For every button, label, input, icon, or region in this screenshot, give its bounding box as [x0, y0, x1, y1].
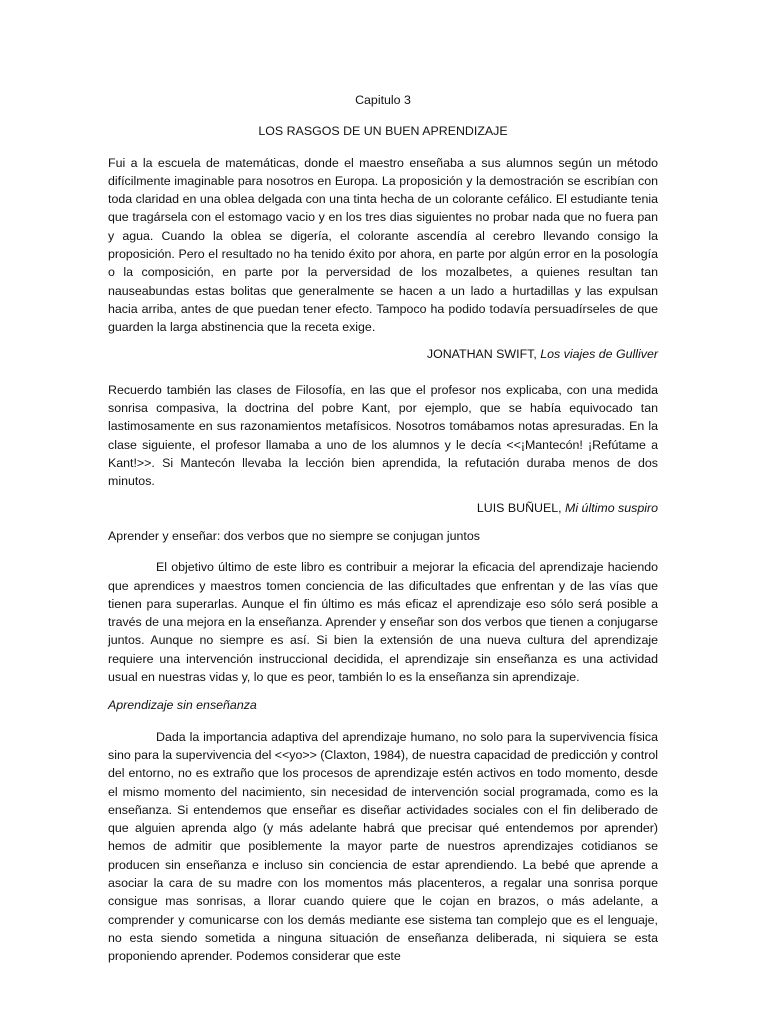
section-aprendizaje-sin-ensenanza-body: Dada la importancia adaptiva del aprendizaje humano, no solo para la supervivencia física sino para la supervivencia del <<yo>> (Claxton, 1984), de nuestra capacidad de predicción y control del entorno, no es extraño que los procesos de aprendizaje estén activos en todo momento, desde el mismo momento del nacimiento, sin necesidad de intervención social programada, como es la enseñanza. Si entendemos que enseñar es diseñar actividades sociales con el fin deliberado de que alguien aprenda algo (y más adelante habrá que precisar qué entendemos por aprender) hemos de admitir que posiblemente la mayor parte de nuestros aprendizajes cotidianos se producen sin enseñanza e incluso sin conciencia de estar aprendiendo. La bebé que aprende a asociar la cara de su madre con los momentos más placenteros, a regalar una sonrisa porque consigue mas sonrisas, a llorar cuando quiere que le cojan en brazos, o más adelante, a comprender y comunicarse con los demás mediante ese sistema tan complejo que es el lenguaje, no esta siendo sometida a ninguna situación de enseñanza deliberada, ni siquiera se esta proponiendo aprender. Podemos considerar que este	[108, 729, 658, 964]
document-page	[108, 88, 658, 965]
chapter-title: LOS RASGOS DE UN BUEN APRENDIZAJE	[258, 124, 508, 139]
epigraph-swift-work: Los viajes de Gulliver	[540, 346, 658, 361]
section-heading-aprender-ensenar: Aprender y enseñar: dos verbos que no siempre se conjugan juntos	[108, 528, 480, 543]
epigraph-swift-text: Fui a la escuela de matemáticas, donde el maestro enseñaba a sus alumnos según un método difícilmente imaginable para nosotros en Europa. La proposición y la demostración se escribían con toda claridad en una oblea delgada con una tinta hecha de un colorante cefálico. El estudiante tenia que tragársela con el estomago vacio y en los tres dias siguientes no probar nada que no fuera pan y agua. Cuando la oblea se digería, el colorante ascendía al cerebro llevando consigo la proposición. Pero el resultado no ha tenido éxito por ahora, en parte por algún error en la posología o la composición, en parte por la perversidad de los mozalbetes, a quienes resultan tan nauseabundas estas bolitas que generalmente se hacen a un lado a hurtadillas y las expulsan hacia arriba, antes de que puedan tener efecto. Tampoco ha podido todavía persuadírseles de que guarden la larga abstinencia que la receta exige.	[108, 155, 658, 335]
chapter-label: Capitulo 3	[355, 93, 411, 107]
epigraph-bunuel-text: Recuerdo también las clases de Filosofía, en las que el profesor nos explicaba, con una medida sonrisa compasiva, la doctrina del pobre Kant, por ejemplo, que se había equivocado tan lastimosamente en sus razonamientos metafísicos. Nosotros tomábamos notas apresuradas. En la clase siguiente, el profesor llamaba a uno de los alumnos y le decía <<¡Mantecón! ¡Refútame a Kant!>>. Si Mantecón llevaba la lección bien aprendida, la refutación duraba menos de dos minutos.	[108, 382, 658, 489]
epigraph-bunuel-attribution	[108, 499, 658, 517]
epigraph-bunuel-work: Mi último suspiro	[565, 500, 658, 515]
epigraph-swift-attribution	[108, 345, 658, 363]
section-heading-aprendizaje-sin-ensenanza: Aprendizaje sin enseñanza	[108, 698, 257, 713]
epigraph-swift-author: JONATHAN SWIFT,	[426, 346, 537, 361]
epigraph-bunuel-author: LUIS BUÑUEL,	[476, 500, 562, 515]
section-aprender-ensenar-body: El objetivo último de este libro es contribuir a mejorar la eficacia del aprendizaje haciendo que aprendices y maestros tomen conciencia de las dificultades que enfrentan y de las vías que tienen para superarlas. Aunque el fin último es más eficaz el aprendizaje eso sólo será posible a través de una mejora en la enseñanza. Aprender y enseñar son dos verbos que tienen a conjugarse juntos. Aunque no siempre es así. Si bien la extensión de una nueva cultura del aprendizaje requiere una intervención instruccional decidida, el aprendizaje sin enseñanza es una actividad usual en nuestras vidas y, lo que es peor, también lo es la enseñanza sin aprendizaje.	[108, 560, 658, 685]
